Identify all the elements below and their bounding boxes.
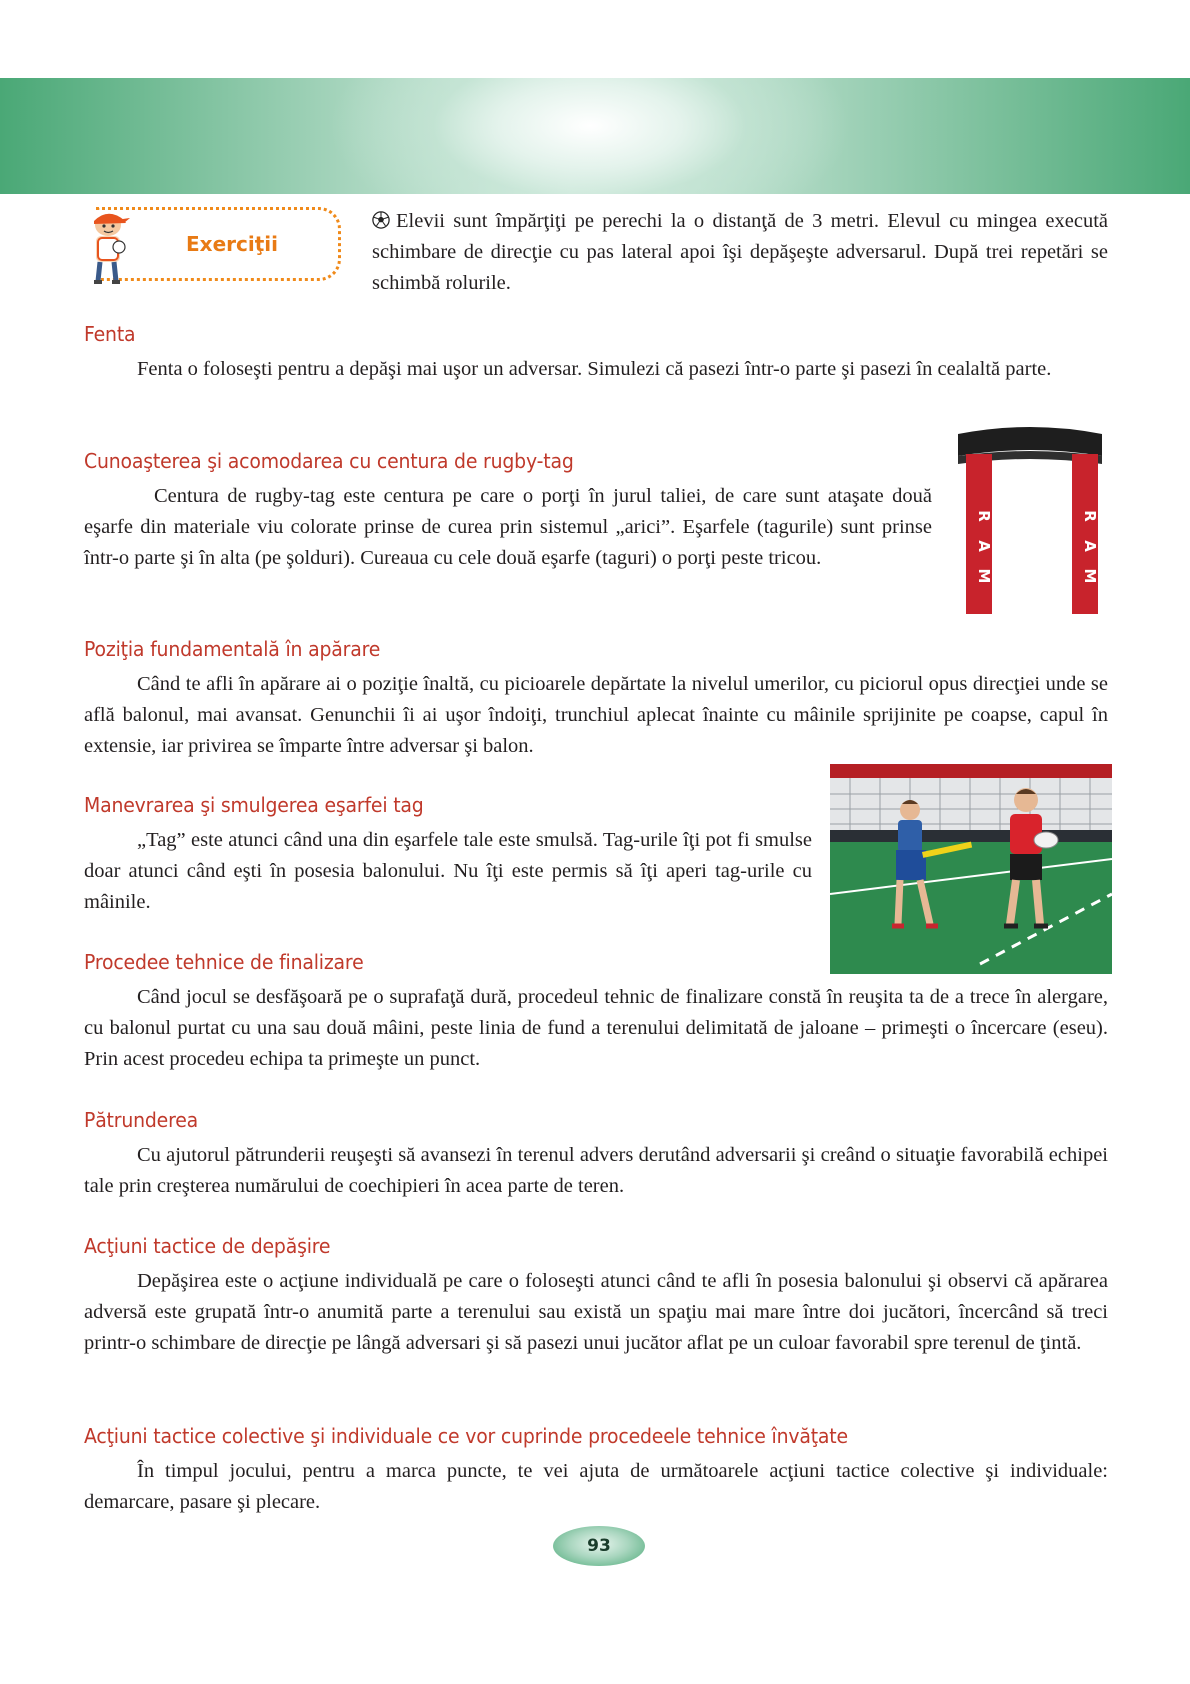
paragraph-depasire: Depăşirea este o acţiune individuală pe care o foloseşti atunci când te afli în posesia balonului şi observi că apărarea adversă este grupată într-o anumită parte a terenului sau există un spaţiu mai mare între doi jucători, încercând să treci printr-o schimbare de direcţie pe lângă adversari şi să pasezi unui jucător aflat pe un culoar favorabil spre terenul de ţintă. — [84, 1270, 1108, 1354]
paragraph-colective: În timpul jocului, pentru a marca puncte, te vei ajuta de următoarele acţiuni tactice colective şi individuale: demarcare, pasare şi plecare. — [84, 1460, 1108, 1513]
paragraph-pozitia: Când te afli în apărare ai o poziţie înaltă, cu picioarele depărtate la nivelul umerilor, cu piciorul opus direcţiei unde se află balonul, mai avansat. Genunchii îi ai uşor îndoiţi, trunchiul aplecat înainte cu mâinile sprijinite pe coapse, capul în extensie, iar privirea se împarte între adversar şi balon. — [84, 673, 1108, 757]
heading-colective: Acţiuni tactice colective şi individuale ce vor cuprinde procedeele tehnice învăţate — [84, 1424, 848, 1448]
heading-patrunderea: Pătrunderea — [84, 1108, 199, 1132]
exercise-box — [86, 207, 354, 283]
header-band — [0, 78, 1190, 194]
paragraph-manevrarea: „Tag” este atunci când una din eşarfele tale este smulsă. Tag-urile îţi pot fi smulse doar atunci când eşti în posesia balonului. Nu îţi este permis să îţi aperi tag-urile cu mâinile. — [84, 829, 812, 913]
exercise-text-block — [372, 206, 1108, 299]
heading-manevrarea: Manevrarea şi smulgerea eşarfei tag — [84, 793, 424, 817]
paragraph-procedee: Când jocul se desfăşoară pe o suprafaţă dură, procedeul tehnic de finalizare constă în reuşita ta de a trece în alergare, cu balonul purtat cu una sau două mâini, peste linia de fund a terenului delimitată de jaloane – primeşti o încercare (eseu). Prin acest procedeu echipa ta primeşte un punct. — [84, 986, 1108, 1070]
page-number: 93 — [553, 1526, 645, 1566]
heading-depasire: Acţiuni tactice de depăşire — [84, 1234, 331, 1258]
heading-procedee: Procedee tehnice de finalizare — [84, 950, 364, 974]
exercise-text: Elevii sunt împărţiţi pe perechi la o distanţă de 3 metri. Elevul cu mingea execută schimbare de direcţie cu pas lateral apoi îşi depăşeşte adversarul. După trei repetări se schimbă rolurile. — [372, 210, 1108, 294]
exercise-title: Exerciţii — [186, 232, 278, 256]
paragraph-centura: Centura de rugby-tag este centura pe care o porţi în jurul taliei, de care sunt ataşate două eşarfe din materiale viu colorate prinse de curea prin sistemul „arici”. Eşarfele (tagurile) sunt prinse într-o parte şi în alta (pe şolduri). Cureaua cu cele două eşarfe (taguri) o porţi peste tricou. — [84, 485, 932, 569]
svg-text:R: R — [975, 510, 993, 522]
svg-text:A: A — [975, 540, 993, 552]
heading-centura: Cunoaşterea şi acomodarea cu centura de rugby-tag — [84, 449, 574, 473]
paragraph-fenta: Fenta o foloseşti pentru a depăşi mai uşor un adversar. Simulezi că pasezi într-o parte şi pasezi în cealaltă parte. — [137, 358, 1052, 380]
soccer-ball-icon — [372, 211, 390, 229]
svg-text:M: M — [975, 568, 993, 584]
heading-fenta: Fenta — [84, 322, 136, 346]
svg-text:A: A — [1081, 540, 1099, 552]
paragraph-patrunderea: Cu ajutorul pătrunderii reuşeşti să avansezi în terenul advers derutând adversarii şi creând o situaţie favorabilă echipei tale prin creşterea numărului de coechipieri în acea parte de teren. — [84, 1144, 1108, 1197]
rugby-tag-players-photo — [830, 764, 1112, 974]
heading-pozitia: Poziţia fundamentală în apărare — [84, 637, 381, 661]
rugby-tag-belt-image — [952, 416, 1108, 626]
svg-text:R: R — [1081, 510, 1099, 522]
svg-text:M: M — [1081, 568, 1099, 584]
mascot-icon — [86, 211, 132, 289]
